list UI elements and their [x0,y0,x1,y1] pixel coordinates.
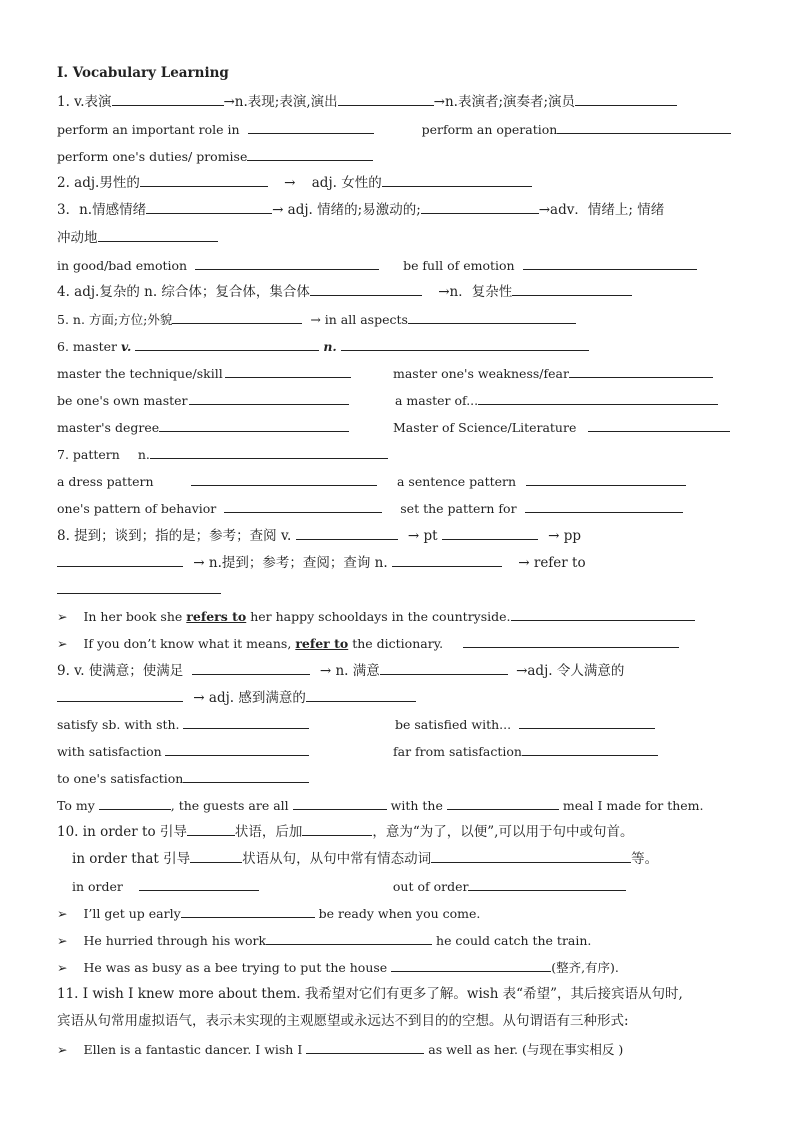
bullet-icon: ➢ [57,609,68,624]
blank[interactable] [512,282,632,296]
blank[interactable] [296,526,398,540]
blank[interactable] [195,256,379,270]
phrase: in good/bad emotion [57,258,188,273]
pt-label: → pt [407,528,438,544]
line-8-cont-2 [57,580,221,599]
line-1-phrases [57,120,731,139]
line-9-sentence [57,796,704,815]
line-1 [57,92,677,111]
blank[interactable] [112,92,224,106]
blank[interactable] [447,796,559,810]
sentence: If you don’t know what it means, [83,636,292,651]
example-4 [57,931,591,950]
phrase: master's degree [57,420,160,435]
text: 状语从句，从句中常有情态动词 [242,851,432,867]
phrase: perform one's duties/ promise [57,149,248,164]
blank[interactable] [569,364,713,378]
verb-label: v. [121,339,132,354]
sentence: I’ll get up early [83,906,181,921]
phrase: master one's weakness/fear [392,366,569,381]
blank[interactable] [159,418,349,432]
phrase: master the technique/skill [57,366,223,381]
item-4-prompt: 4. adj.复杂的 n. 综合体；复合体，集合体 [57,284,310,300]
adj-label: → adj. 感到满意的 [193,690,306,706]
example-1 [57,607,695,626]
text: ，意为“为了，以便”,可以用于句中或句首。 [372,824,634,840]
arrow-icon: → [284,175,296,191]
blank[interactable] [189,391,349,405]
line-10-c [72,877,626,896]
item-3-adv: →adv．情绪上; 情绪 [538,202,665,218]
blank[interactable] [431,849,631,863]
bullet-icon: ➢ [57,636,68,651]
blank[interactable] [99,796,171,810]
blank[interactable] [247,147,373,161]
blank[interactable] [421,200,539,214]
blank[interactable] [382,173,532,187]
line-9-phrases-1 [57,715,655,734]
blank[interactable] [98,228,218,242]
phrase: to one's satisfaction [57,771,184,786]
bullet-icon: ➢ [57,906,68,921]
phrase: a sentence pattern [396,474,517,489]
item-7-prompt: 7. pattern [57,447,120,462]
blank[interactable] [248,120,374,134]
item-6-prompt: 6. master [57,339,118,354]
blank[interactable] [224,499,382,513]
sentence: he could catch the train. [436,933,592,948]
example-5 [57,958,619,977]
item-2-prompt: 2. adj.男性的 [57,175,140,191]
blank[interactable] [511,607,695,621]
line-10 [57,822,633,841]
blank[interactable] [306,688,416,702]
phrase: a dress pattern [57,474,154,489]
blank[interactable] [523,256,697,270]
phrase: in order [72,879,123,894]
phrase: far from satisfaction [392,744,522,759]
line-3-cont [57,228,218,247]
item-11-prompt: 11. I wish I knew more about them. 我希望对它们有更多了解。wish 表“希望”，其后接宾语从句时, [57,986,683,1002]
item-9-prompt: 9. v. 使满意；使满足 [57,663,184,679]
item-3-adj: → adj. 情绪的;易激动的; [272,202,421,218]
blank[interactable] [57,688,183,702]
sentence: He hurried through his work [83,933,267,948]
blank[interactable] [302,822,372,836]
line-1-phrases-2 [57,147,373,166]
text: 宾语从句常用虚拟语气，表示未实现的主观愿望或永远达不到目的的空想。从句谓语有三种形式: [57,1013,629,1029]
line-4 [57,282,632,301]
bullet-icon: ➢ [57,933,68,948]
highlight: refers to [186,609,247,624]
line-9-cont [57,688,416,707]
blank[interactable] [463,634,679,648]
line-7-phrases-2 [57,499,683,518]
sentence: with the [390,798,443,813]
item-5-phrase: → in all aspects [310,312,408,327]
line-9-phrases-3 [57,769,309,788]
phrase: Master of Science/Literature [392,420,577,435]
line-9-phrases-2 [57,742,658,761]
line-10-b [72,849,658,868]
blank[interactable] [522,742,658,756]
phrase: set the pattern for [400,501,517,516]
line-8-cont [57,553,586,572]
item-1-prompt: 1. v.表演 [57,94,112,110]
blank[interactable] [380,661,508,675]
blank[interactable] [191,472,377,486]
phrase: a master of... [394,393,479,408]
blank[interactable] [146,200,272,214]
text: in order that 引导 [72,851,191,867]
line-6-phrases-3 [57,418,730,437]
sentence: To my [57,798,95,813]
blank[interactable] [588,418,730,432]
blank[interactable] [442,526,538,540]
blank[interactable] [57,580,221,594]
line-11 [57,985,683,1003]
blank[interactable] [525,499,683,513]
blank[interactable] [557,120,731,134]
blank[interactable] [165,742,309,756]
noun-label: n. [323,339,337,354]
blank[interactable] [408,310,576,324]
phrase: one's pattern of behavior [57,501,217,516]
blank[interactable] [526,472,686,486]
phrase: with satisfaction [57,744,162,759]
blank[interactable] [392,553,502,567]
line-2 [57,173,532,192]
line-6-phrases-1 [57,364,713,383]
sentence: , the guests are all [170,798,289,813]
phrase: → refer to [518,555,586,571]
item-3-prompt: 3．n.情感情绪 [57,202,147,218]
line-7 [57,445,388,464]
section-title: I. Vocabulary Learning [57,65,229,81]
blank[interactable] [183,715,309,729]
line-6-phrases-2 [57,391,718,410]
item-4-noun: →n．复杂性 [438,284,513,300]
blank[interactable] [341,337,589,351]
blank[interactable] [172,310,302,324]
blank[interactable] [187,822,235,836]
item-1-performer: →n.表演者;演奏者;演员 [433,94,576,110]
item-10-prompt: 10. in order to 引导 [57,824,187,840]
sentence: He was as busy as a bee trying to put the house [83,960,388,975]
blank[interactable] [140,173,268,187]
pp-label: → pp [548,528,582,544]
blank[interactable] [135,337,319,351]
blank[interactable] [150,445,388,459]
phrase: perform an operation [421,122,558,137]
phrase: be satisfied with... [394,717,512,732]
line-3 [57,200,664,219]
blank[interactable] [575,92,677,106]
blank[interactable] [266,931,432,945]
highlight: refer to [295,636,349,651]
sentence: be ready when you come. [318,906,481,921]
line-9 [57,661,624,680]
blank[interactable] [225,364,351,378]
blank[interactable] [181,904,315,918]
phrase: perform an important role in [57,122,240,137]
blank[interactable] [519,715,655,729]
blank[interactable] [338,92,434,106]
sentence: Ellen is a fantastic dancer. I wish I [83,1042,303,1057]
blank[interactable] [139,877,259,891]
blank[interactable] [293,796,387,810]
blank[interactable] [192,661,310,675]
item-3-cont: 冲动地 [57,230,98,246]
bullet-icon: ➢ [57,1042,68,1057]
item-8-prompt: 8. 提到；谈到；指的是；参考；查阅 v. [57,528,292,544]
blank[interactable] [468,877,626,891]
sentence: her happy schooldays in the countryside. [250,609,511,624]
adj-label: →adj. 令人满意的 [516,663,625,679]
item-1-noun: →n.表现;表演,演出 [223,94,338,110]
sentence: (整齐,有序). [551,960,619,975]
bullet-icon: ➢ [57,960,68,975]
phrase: satisfy sb. with sth. [57,717,180,732]
example-2 [57,634,679,653]
item-5-prompt: 5. n. 方面;方位;外貌 [57,312,173,327]
sentence: In her book she [83,609,183,624]
text: 状语，后加 [234,824,303,840]
sentence: meal I made for them. [562,798,704,813]
line-3-phrases [57,256,697,275]
noun-prompt: → n.提到；参考；查阅；查询 n. [193,555,388,571]
noun-label: → n. 满意 [319,663,380,679]
blank[interactable] [310,282,422,296]
line-7-phrases-1 [57,472,686,491]
blank[interactable] [306,1040,424,1054]
line-6 [57,337,589,356]
noun-label: n. [137,447,150,462]
blank[interactable] [183,769,309,783]
blank[interactable] [391,958,551,972]
example-6 [57,1040,623,1059]
sentence: as well as her. (与现在事实相反 ) [428,1042,624,1057]
sentence: the dictionary. [352,636,444,651]
phrase: be full of emotion [403,258,515,273]
text: 等。 [631,851,659,867]
line-11-cont [57,1012,629,1030]
example-3 [57,904,480,923]
line-8 [57,526,581,545]
blank[interactable] [57,553,183,567]
phrase: out of order [392,879,469,894]
blank[interactable] [478,391,718,405]
blank[interactable] [190,849,242,863]
phrase: be one's own master [57,393,188,408]
line-5 [57,310,576,329]
item-2-female: adj. 女性的 [311,175,382,191]
